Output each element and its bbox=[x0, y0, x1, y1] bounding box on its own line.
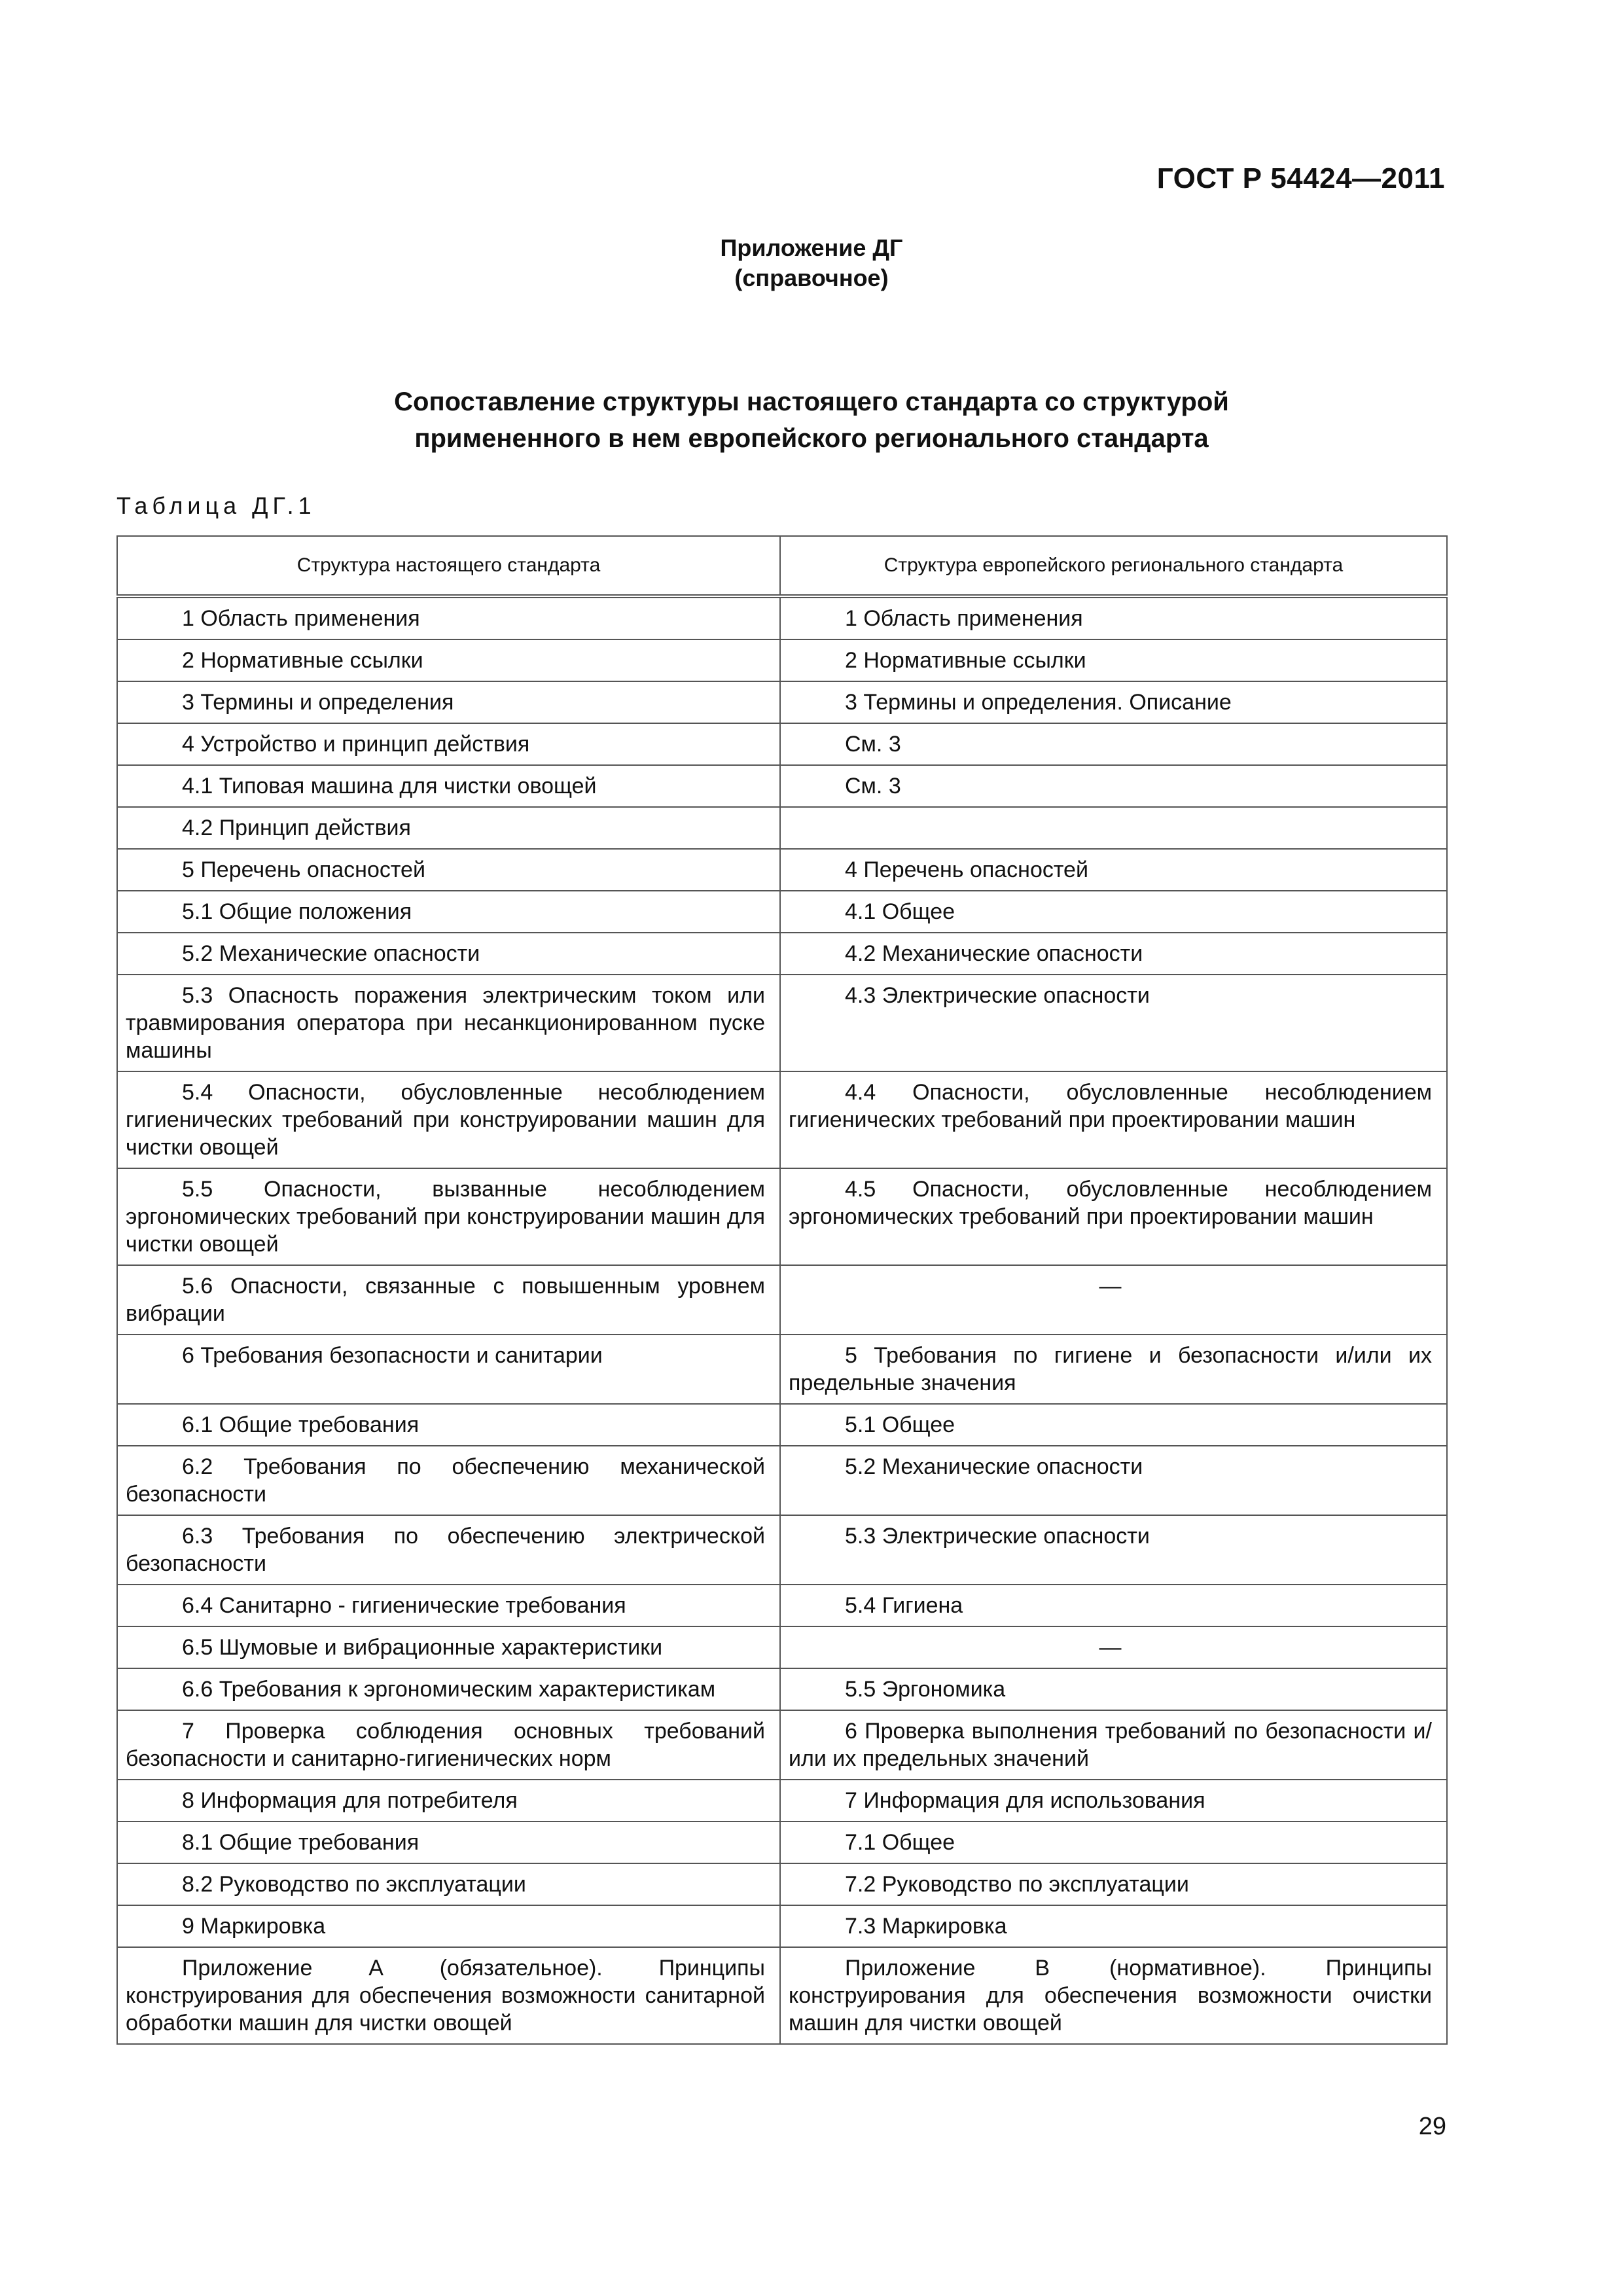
cell-current-standard: 1 Область применения bbox=[117, 596, 780, 639]
table-row bbox=[117, 1585, 1447, 1626]
table-row bbox=[117, 639, 1447, 681]
cell-european-standard: 5.2 Механические опасности bbox=[780, 1446, 1447, 1515]
cell-current-standard: 4.1 Типовая машина для чистки овощей bbox=[117, 765, 780, 807]
cell-european-standard: 5.5 Эргономика bbox=[780, 1668, 1447, 1710]
cell-european-standard: 4.3 Электрические опасности bbox=[780, 975, 1447, 1071]
cell-current-standard: 7 Проверка соблюдения основных требований безопасности и санитарно-гигиенических норм bbox=[117, 1710, 780, 1780]
heading-line-2: примененного в нем европейского регионального стандарта bbox=[414, 424, 1209, 453]
cell-european-standard: 2 Нормативные ссылки bbox=[780, 639, 1447, 681]
table-row bbox=[117, 596, 1447, 639]
cell-european-standard: — bbox=[780, 1626, 1447, 1668]
cell-european-standard: 5 Требования по гигиене и безопасности и/или их предельные значения bbox=[780, 1335, 1447, 1404]
table-row bbox=[117, 1335, 1447, 1404]
table-row bbox=[117, 1947, 1447, 2044]
cell-current-standard: 4 Устройство и принцип действия bbox=[117, 723, 780, 765]
cell-european-standard: 4.2 Механические опасности bbox=[780, 933, 1447, 975]
cell-current-standard: 6 Требования безопасности и санитарии bbox=[117, 1335, 780, 1404]
cell-current-standard: 5.5 Опасности, вызванные несоблюдением эргономических требований при конструировании машин для чистки овощей bbox=[117, 1168, 780, 1265]
table-row bbox=[117, 681, 1447, 723]
table-row bbox=[117, 1168, 1447, 1265]
table-row bbox=[117, 849, 1447, 891]
cell-current-standard: 8.1 Общие требования bbox=[117, 1821, 780, 1863]
cell-current-standard: 6.6 Требования к эргономическим характеристикам bbox=[117, 1668, 780, 1710]
cell-current-standard: 4.2 Принцип действия bbox=[117, 807, 780, 849]
table-row bbox=[117, 723, 1447, 765]
cell-european-standard: Приложение В (нормативное). Принципы конструирования для обеспечения возможности очистки машин для чистки овощей bbox=[780, 1947, 1447, 2044]
cell-current-standard: 8.2 Руководство по эксплуатации bbox=[117, 1863, 780, 1905]
column-header-current-standard: Структура настоящего стандарта bbox=[117, 536, 780, 596]
cell-european-standard: 6 Проверка выполнения требований по безопасности и/или их предельных значений bbox=[780, 1710, 1447, 1780]
table-row bbox=[117, 1626, 1447, 1668]
appendix-title: Приложение ДГ bbox=[720, 234, 903, 261]
cell-european-standard: 5.3 Электрические опасности bbox=[780, 1515, 1447, 1585]
cell-current-standard: 5.2 Механические опасности bbox=[117, 933, 780, 975]
section-heading bbox=[0, 384, 1623, 457]
comparison-table bbox=[116, 535, 1448, 2045]
cell-current-standard: 5 Перечень опасностей bbox=[117, 849, 780, 891]
cell-current-standard: 6.2 Требования по обеспечению механической безопасности bbox=[117, 1446, 780, 1515]
cell-european-standard: 7.3 Маркировка bbox=[780, 1905, 1447, 1947]
cell-current-standard: 5.3 Опасность поражения электрическим током или травмирования оператора при несанкционированном пуске машины bbox=[117, 975, 780, 1071]
cell-current-standard: 8 Информация для потребителя bbox=[117, 1780, 780, 1821]
table-row bbox=[117, 1905, 1447, 1947]
table-row bbox=[117, 1515, 1447, 1585]
table-row bbox=[117, 1265, 1447, 1335]
table-row bbox=[117, 933, 1447, 975]
cell-european-standard: 4.1 Общее bbox=[780, 891, 1447, 933]
cell-european-standard bbox=[780, 807, 1447, 849]
cell-current-standard: 6.1 Общие требования bbox=[117, 1404, 780, 1446]
table-header-row bbox=[117, 536, 1447, 596]
table-row bbox=[117, 975, 1447, 1071]
cell-current-standard: 6.3 Требования по обеспечению электрической безопасности bbox=[117, 1515, 780, 1585]
table-row bbox=[117, 1780, 1447, 1821]
document-code: ГОСТ Р 54424—2011 bbox=[1156, 162, 1445, 194]
cell-current-standard: 9 Маркировка bbox=[117, 1905, 780, 1947]
table-row bbox=[117, 765, 1447, 807]
cell-current-standard: 5.6 Опасности, связанные с повышенным уровнем вибрации bbox=[117, 1265, 780, 1335]
cell-european-standard: 7.2 Руководство по эксплуатации bbox=[780, 1863, 1447, 1905]
cell-european-standard: 5.1 Общее bbox=[780, 1404, 1447, 1446]
cell-european-standard: 3 Термины и определения. Описание bbox=[780, 681, 1447, 723]
table-row bbox=[117, 891, 1447, 933]
cell-current-standard: 5.1 Общие положения bbox=[117, 891, 780, 933]
table-row bbox=[117, 807, 1447, 849]
cell-european-standard: 4.5 Опасности, обусловленные несоблюдением эргономических требований при проектировании машин bbox=[780, 1168, 1447, 1265]
column-header-european-standard: Структура европейского регионального стандарта bbox=[780, 536, 1447, 596]
table-row bbox=[117, 1446, 1447, 1515]
heading-line-1: Сопоставление структуры настоящего стандарта со структурой bbox=[394, 387, 1229, 416]
cell-european-standard: 7 Информация для использования bbox=[780, 1780, 1447, 1821]
cell-european-standard: 1 Область применения bbox=[780, 596, 1447, 639]
cell-european-standard: 5.4 Гигиена bbox=[780, 1585, 1447, 1626]
cell-european-standard: — bbox=[780, 1265, 1447, 1335]
cell-european-standard: 4 Перечень опасностей bbox=[780, 849, 1447, 891]
cell-current-standard: 2 Нормативные ссылки bbox=[117, 639, 780, 681]
table-row bbox=[117, 1404, 1447, 1446]
page-number: 29 bbox=[1418, 2113, 1446, 2140]
table-label: Таблица ДГ.1 bbox=[116, 492, 316, 519]
cell-european-standard: См. 3 bbox=[780, 765, 1447, 807]
cell-current-standard: 3 Термины и определения bbox=[117, 681, 780, 723]
cell-european-standard: См. 3 bbox=[780, 723, 1447, 765]
cell-european-standard: 4.4 Опасности, обусловленные несоблюдением гигиенических требований при проектировании машин bbox=[780, 1071, 1447, 1168]
table-row bbox=[117, 1710, 1447, 1780]
cell-european-standard: 7.1 Общее bbox=[780, 1821, 1447, 1863]
table-row bbox=[117, 1821, 1447, 1863]
appendix-caption bbox=[0, 233, 1623, 293]
cell-current-standard: 5.4 Опасности, обусловленные несоблюдением гигиенических требований при конструировании машин для чистки овощей bbox=[117, 1071, 780, 1168]
table-row bbox=[117, 1668, 1447, 1710]
appendix-subtitle: (справочное) bbox=[734, 264, 889, 291]
cell-current-standard: Приложение А (обязательное). Принципы конструирования для обеспечения возможности санитарной обработки машин для чистки овощей bbox=[117, 1947, 780, 2044]
table-row bbox=[117, 1863, 1447, 1905]
table-row bbox=[117, 1071, 1447, 1168]
cell-current-standard: 6.4 Санитарно - гигиенические требования bbox=[117, 1585, 780, 1626]
cell-current-standard: 6.5 Шумовые и вибрационные характеристики bbox=[117, 1626, 780, 1668]
